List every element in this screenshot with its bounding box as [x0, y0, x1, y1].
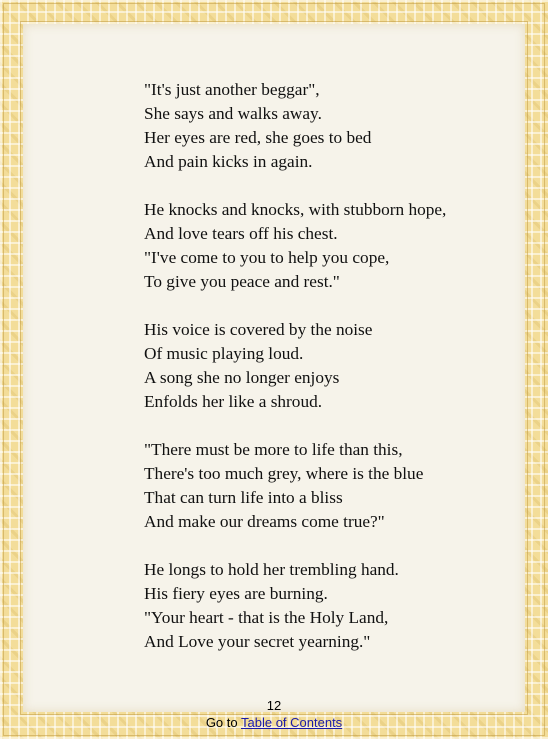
poem-line: Enfolds her like a shroud.: [144, 392, 323, 411]
poem-line: "There must be more to life than this,: [144, 440, 403, 459]
poem: [144, 78, 514, 678]
poem-line: And Love your secret yearning.": [144, 632, 371, 651]
page-number: 12: [266, 698, 282, 713]
goto-toc: [0, 715, 548, 730]
poem-line: He knocks and knocks, with stubborn hope,: [144, 200, 447, 219]
table-of-contents-link[interactable]: Table of Contents: [241, 715, 343, 730]
poem-line: And make our dreams come true?": [144, 512, 385, 531]
stanza-3: [144, 318, 514, 414]
stanza-4: [144, 438, 514, 534]
poem-line: And pain kicks in again.: [144, 152, 313, 171]
goto-label: Go to: [205, 715, 238, 730]
poem-line: Her eyes are red, she goes to bed: [144, 128, 372, 147]
poem-line: She says and walks away.: [144, 104, 322, 123]
poem-line: His voice is covered by the noise: [144, 320, 373, 339]
poem-line: And love tears off his chest.: [144, 224, 338, 243]
poem-line: "It's just another beggar",: [144, 80, 320, 99]
poem-line: "Your heart - that is the Holy Land,: [144, 608, 389, 627]
stanza-1: [144, 78, 514, 174]
stanza-5: [144, 558, 514, 654]
poem-line: There's too much grey, where is the blue: [144, 464, 424, 483]
poem-line: He longs to hold her trembling hand.: [144, 560, 399, 579]
poem-line: His fiery eyes are burning.: [144, 584, 328, 603]
poem-line: "I've come to you to help you cope,: [144, 248, 390, 267]
poem-line: That can turn life into a bliss: [144, 488, 343, 507]
poem-line: Of music playing loud.: [144, 344, 304, 363]
poem-line: To give you peace and rest.": [144, 272, 340, 291]
poem-line: A song she no longer enjoys: [144, 368, 340, 387]
stanza-2: [144, 198, 514, 294]
